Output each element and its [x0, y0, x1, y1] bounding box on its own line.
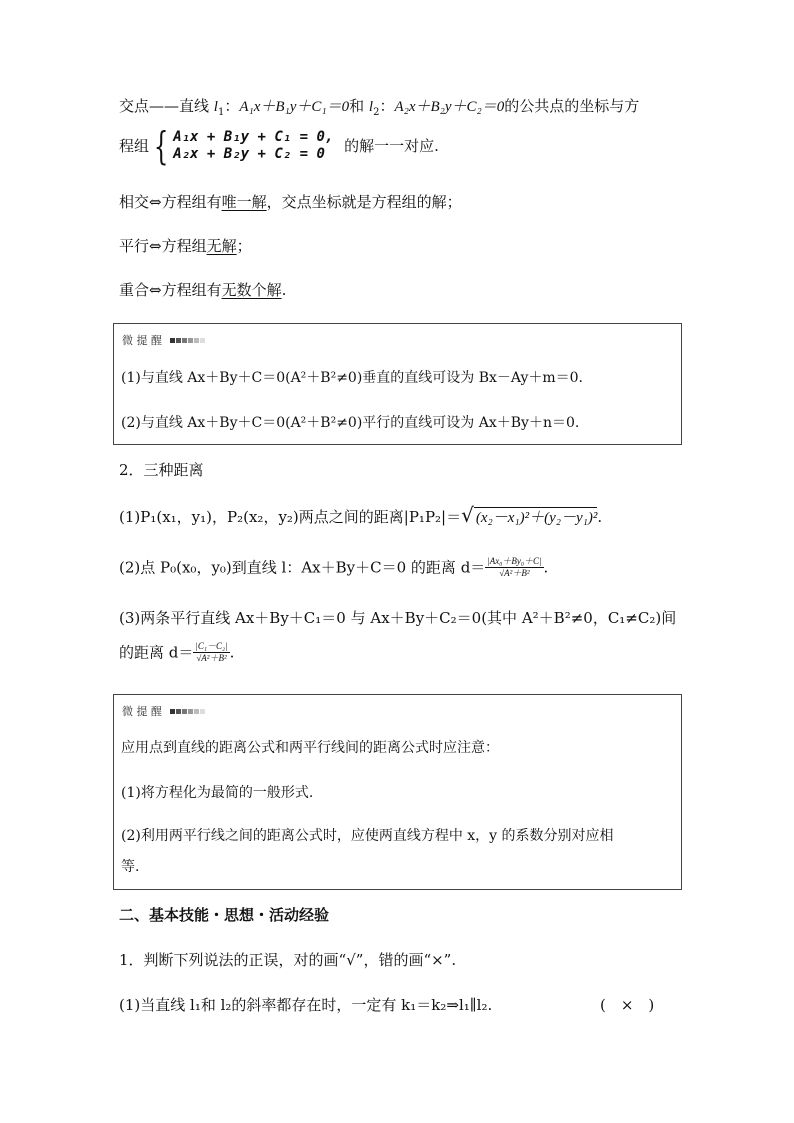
tip-header-2	[122, 703, 206, 719]
distance-point-line-text: (2)点 P₀(x₀，y₀)到直线 l：Ax＋By＋C＝0 的距离 d＝	[119, 558, 486, 577]
tip2-line-4: 等.	[121, 859, 140, 875]
period-1: .	[597, 508, 603, 526]
tip-header-label-2: 微 提 醒	[122, 705, 162, 718]
case-parallel-tail: ；	[236, 237, 252, 255]
tip-box-1	[113, 323, 682, 445]
section-2-title: 2．三种距离	[119, 461, 204, 479]
case-parallel	[119, 236, 252, 256]
tip2-line-1: 应用点到直线的距离公式和两平行线间的距离公式时应注意：	[121, 740, 499, 756]
distance-parallel-lines-fraction	[193, 641, 229, 664]
equation-system	[173, 129, 333, 163]
tip1-line-2: (2)与直线 Ax＋By＋C＝0(A²＋B²≠0)平行的直线可设为 Ax＋By＋n＝0.	[121, 415, 580, 431]
tip1-line-1: (1)与直线 Ax＋By＋C＝0(A²＋B²≠0)垂直的直线可设为 Bx－Ay＋m＝0.	[121, 370, 584, 386]
question-1-1: (1)当直线 l₁和 l₂的斜率都存在时，一定有 k₁＝k₂⇒l₁∥l₂.	[119, 996, 493, 1014]
case-coincide-tail: .	[281, 281, 287, 299]
intro-line-1	[119, 96, 639, 117]
system-eq-1: A₁x + B₁y + C₁ = 0,	[173, 129, 334, 145]
distance-point-line-fraction	[485, 556, 543, 579]
l2-subscript: 2	[373, 107, 380, 118]
intro-text-a: 交点——直线	[119, 97, 214, 115]
tip-header-1	[122, 332, 206, 348]
intro-text-b: 的公共点的坐标与方	[504, 97, 640, 115]
part-2-title: 二、基本技能・思想・活动经验	[119, 906, 330, 924]
brace-symbol: {	[153, 124, 169, 168]
colon-1: ：	[224, 97, 240, 115]
question-1-1-answer: ( × )	[600, 996, 655, 1014]
distance-parallel-lines-2	[119, 641, 234, 664]
period-2: .	[543, 558, 549, 577]
l1-symbol: l	[213, 99, 218, 115]
decorative-dots-icon-2	[170, 707, 206, 717]
case-parallel-answer: 无解	[206, 237, 237, 255]
distance-two-points	[119, 505, 602, 528]
tip2-line-2: (1)将方程化为最简的一般形式.	[121, 785, 314, 801]
case-intersect-answer: 唯一解	[221, 193, 267, 211]
distance-parallel-lines-text: 的距离 d＝	[119, 643, 194, 662]
case-intersect	[119, 192, 462, 212]
fraction-numerator: |Ax₀＋By₀＋C|	[487, 556, 542, 566]
case-parallel-text: 平行⇔方程组	[119, 237, 207, 255]
case-coincide	[119, 280, 286, 300]
fraction-denominator: √A²＋B²	[499, 568, 530, 578]
l1-subscript: 1	[217, 107, 225, 118]
fraction-denominator-2: √A²＋B²	[196, 653, 227, 663]
tip-header-label: 微 提 醒	[122, 334, 162, 347]
system-eq-2: A₂x + B₂y + C₂ = 0	[173, 146, 325, 162]
fraction-numerator-2: |C₁－C₂|	[195, 641, 228, 651]
distance-two-points-text: (1)P₁(x₁，y₁)，P₂(x₂，y₂)两点之间的距离|P₁P₂|＝	[119, 508, 462, 526]
distance-two-points-formula: (x₂－x₁)²＋(y₂－y₁)²	[474, 507, 597, 528]
intro-line-2	[119, 124, 439, 168]
period-3: .	[229, 643, 235, 662]
case-coincide-answer: 无数个解	[221, 281, 282, 299]
question-1: 1．判断下列说法的正误，对的画“√”，错的画“×”.	[119, 951, 457, 969]
tip-box-2	[113, 694, 682, 890]
colon-2: ：	[379, 97, 395, 115]
equation-l1: A₁x＋B₁y＋C₁＝0	[239, 99, 350, 115]
and-text: 和	[349, 97, 369, 115]
intro-text-c: 程组	[119, 137, 150, 155]
case-intersect-tail: ，交点坐标就是方程组的解；	[266, 193, 462, 211]
equation-l2: A₂x＋B₂y＋C₂＝0	[394, 99, 505, 115]
distance-point-line	[119, 556, 548, 579]
l2-symbol: l	[368, 99, 374, 115]
distance-parallel-lines-1: (3)两条平行直线 Ax＋By＋C₁＝0 与 Ax＋By＋C₂＝0(其中 A²＋B²≠0，C₁≠C₂)间	[119, 609, 677, 627]
case-intersect-text: 相交⇔方程组有	[119, 193, 222, 211]
case-coincide-text: 重合⇔方程组有	[119, 281, 222, 299]
tip2-line-3: (2)利用两平行线之间的距离公式时，应使两直线方程中 x，y 的系数分别对应相	[121, 828, 614, 844]
sqrt-icon: √	[461, 503, 474, 527]
decorative-dots-icon	[170, 336, 206, 346]
intro-text-d: 的解一一对应.	[344, 137, 439, 155]
